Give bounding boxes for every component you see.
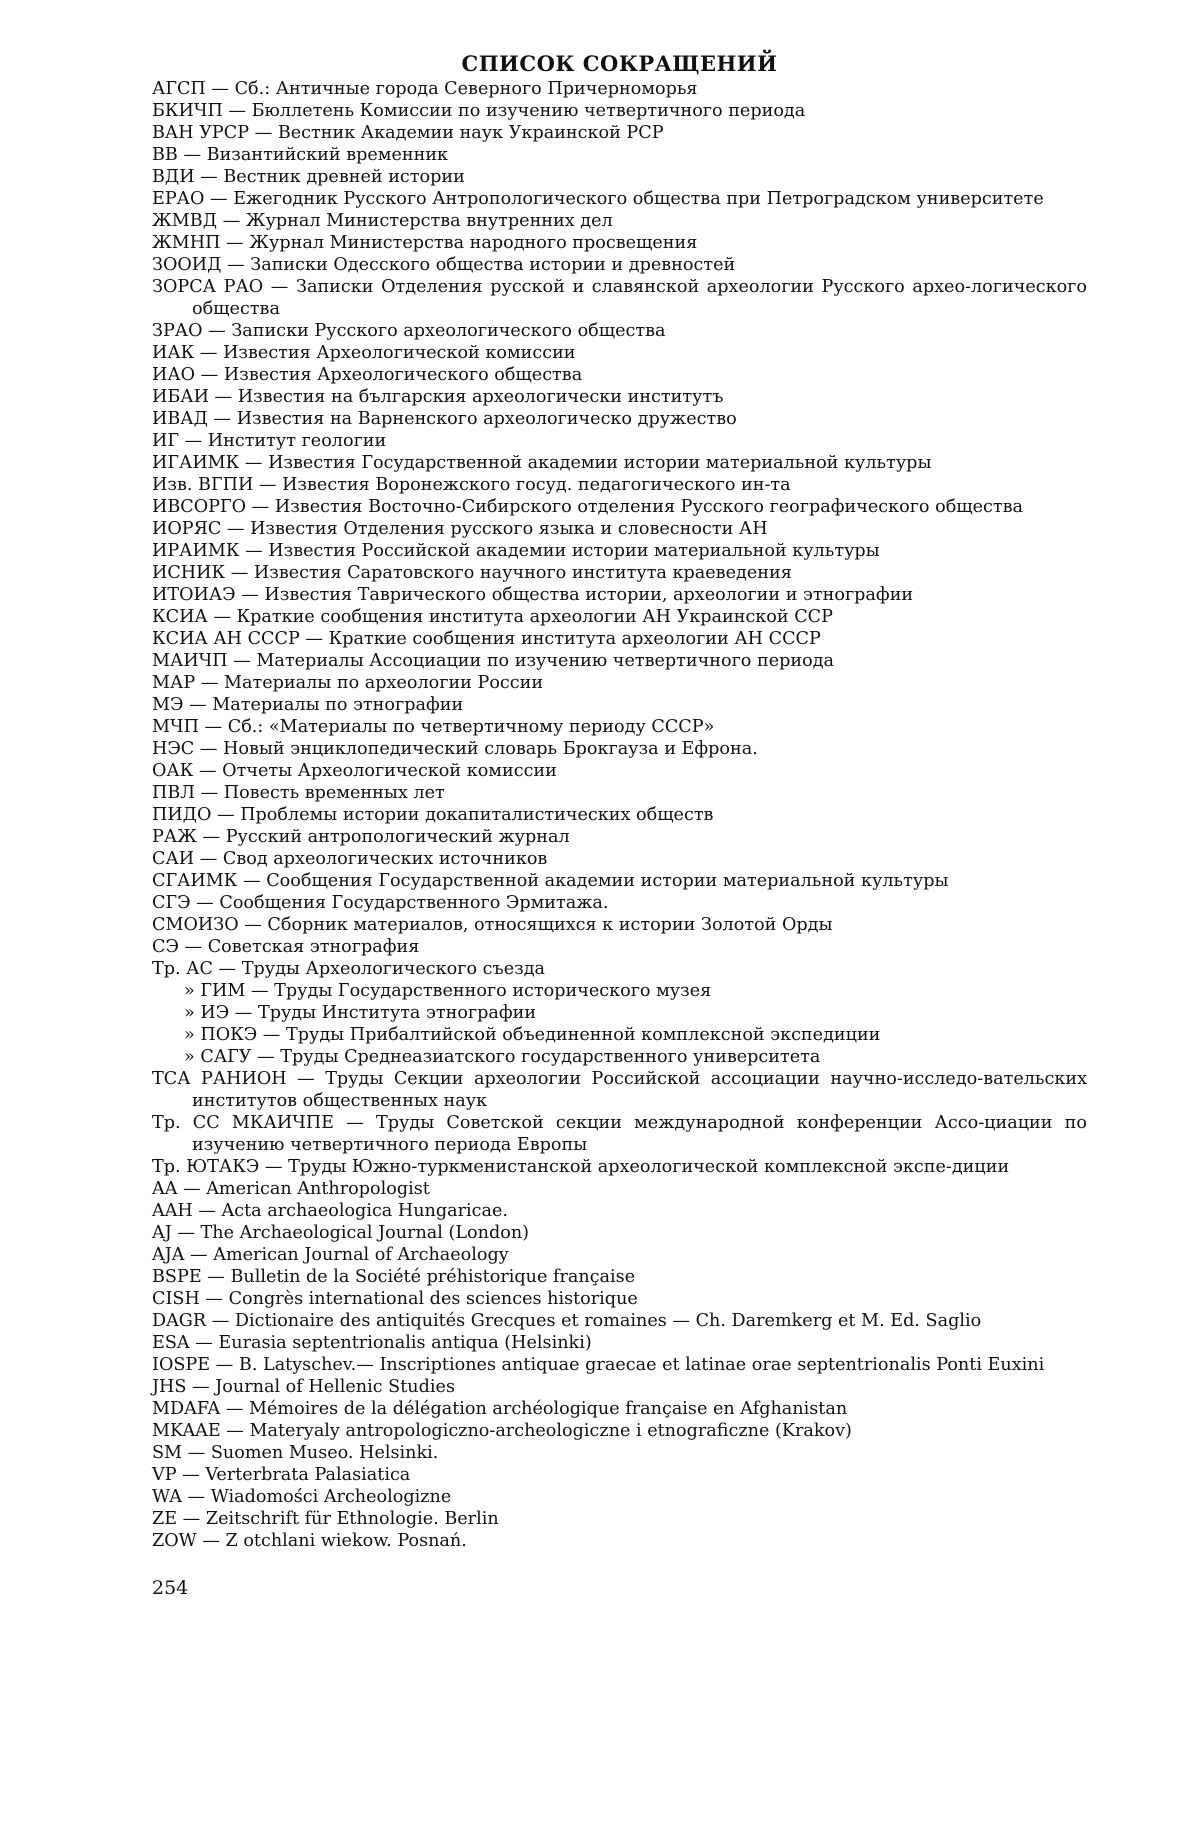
abbreviation-entry: [152, 166, 1087, 188]
abbreviation: AAH: [152, 1201, 193, 1221]
abbreviation-entry: [152, 342, 1087, 364]
dash-separator: —: [195, 673, 224, 693]
abbreviation-expansion: Сборник материалов, относящихся к истории Золотой Орды: [267, 915, 833, 935]
abbreviation-entry: [152, 716, 1087, 738]
abbreviation: IOSPE: [152, 1355, 211, 1375]
abbreviation: Тр. ЮТАКЭ: [152, 1157, 260, 1177]
abbreviation-expansion: Сообщения Государственного Эрмитажа.: [219, 893, 609, 913]
abbreviation-expansion: Советская этнография: [207, 937, 420, 957]
abbreviation-entry: [152, 1530, 1087, 1552]
dash-separator: —: [194, 343, 224, 363]
abbreviation-expansion: Mémoires de la délégation archéologique française en Afghanistan: [249, 1399, 848, 1419]
abbreviation: » ИЭ: [184, 1003, 230, 1023]
abbreviation: VP: [152, 1465, 177, 1485]
abbreviation-entry: [152, 188, 1087, 210]
abbreviation-expansion: Труды Советской секции международной конференции Ассо-циации по изучению четвертичного периода Европы: [192, 1113, 1087, 1155]
abbreviation-expansion: Вестник древней истории: [223, 167, 465, 187]
dash-separator: —: [251, 1047, 281, 1067]
abbreviation: ЖМВД: [152, 211, 218, 231]
abbreviation-entry: [152, 1354, 1087, 1376]
dash-separator: —: [193, 761, 223, 781]
dash-separator: —: [245, 981, 275, 1001]
dash-separator: —: [206, 1311, 235, 1331]
dash-separator: —: [176, 1465, 206, 1485]
abbreviation-entry: [152, 980, 1087, 1002]
dash-separator: —: [212, 959, 242, 979]
dash-separator: —: [179, 431, 208, 451]
abbreviation-entry: [152, 870, 1087, 892]
abbreviation-expansion: Повесть временных лет: [223, 783, 445, 803]
abbreviation-expansion: Краткие сообщения института археологии АН СССР: [328, 629, 821, 649]
abbreviation: ИТОИАЭ: [152, 585, 236, 605]
abbreviation-expansion: Материалы Ассоциации по изучению четвертичного периода: [256, 651, 835, 671]
abbreviation-expansion: Известия Российской академии истории материальной культуры: [268, 541, 880, 561]
abbreviation: ПВЛ: [152, 783, 195, 803]
dash-separator: —: [221, 255, 251, 275]
abbreviation-expansion: Verterbrata Palasiatica: [205, 1465, 411, 1485]
abbreviation-entry: [152, 1288, 1087, 1310]
dash-separator: —: [220, 1421, 250, 1441]
abbreviation: ИГ: [152, 431, 179, 451]
dash-separator: —: [183, 695, 213, 715]
dash-separator: —: [246, 497, 275, 517]
abbreviation-expansion: Известия Отделения русского языка и словесности АН: [250, 519, 768, 539]
abbreviation-expansion: Известия Воронежского госуд. педагогического ин-та: [282, 475, 791, 495]
abbreviation-entry: [152, 1200, 1087, 1222]
dash-separator: —: [220, 233, 250, 253]
abbreviation-expansion: Известия Саратовского научного института краеведения: [253, 563, 792, 583]
dash-separator: —: [198, 717, 228, 737]
abbreviation-entry: [152, 1508, 1087, 1530]
abbreviation-entry: [152, 826, 1087, 848]
dash-separator: —: [199, 1289, 229, 1309]
abbreviation: AJ: [152, 1223, 172, 1243]
abbreviation: ЕРАО: [152, 189, 205, 209]
dash-separator: —: [286, 1069, 326, 1089]
abbreviation: DAGR: [152, 1311, 207, 1331]
abbreviation-entry: [152, 232, 1087, 254]
abbreviation-entry: [152, 606, 1087, 628]
abbreviation-entry: [152, 1068, 1087, 1112]
abbreviation: ИАО: [152, 365, 196, 385]
abbreviation-entry: [152, 1310, 1087, 1332]
abbreviation: ИРАИМК: [152, 541, 240, 561]
abbreviation-expansion: Известия на Варненского археологическо дружество: [236, 409, 737, 429]
dash-separator: —: [238, 915, 268, 935]
abbreviation: » САГУ: [184, 1047, 252, 1067]
abbreviation-expansion: Dictionaire des antiquités Grecques et romaines — Ch. Daremkerg et M. Ed. Saglio: [234, 1311, 982, 1331]
abbreviation: ИОРЯС: [152, 519, 222, 539]
dash-separator: —: [205, 79, 235, 99]
abbreviation-expansion: Wiadomości Archeologizne: [210, 1487, 452, 1507]
dash-separator: —: [196, 827, 226, 847]
abbreviation: » ПОКЭ: [184, 1025, 258, 1045]
abbreviation-expansion: Новый энциклопедический словарь Брокгауза и Ефрона.: [223, 739, 758, 759]
abbreviation-entry: [152, 1156, 1087, 1178]
abbreviation-expansion: Известия на българския археологически институтъ: [237, 387, 724, 407]
abbreviation-expansion: Журнал Министерства народного просвещения: [249, 233, 698, 253]
abbreviation-entry: [152, 122, 1087, 144]
dash-separator: —: [207, 607, 237, 627]
abbreviation-expansion: Труды Государственного исторического музея: [274, 981, 712, 1001]
abbreviation-expansion: Сб.: «Материалы по четвертичному периоду СССР»: [227, 717, 715, 737]
abbreviation: WA: [152, 1487, 182, 1507]
abbreviation: НЭС: [152, 739, 195, 759]
dash-separator: —: [221, 519, 251, 539]
abbreviation-expansion: Сообщения Государственной академии истории материальной культуры: [266, 871, 949, 891]
abbreviation: ОАК: [152, 761, 194, 781]
dash-separator: —: [202, 321, 232, 341]
abbreviation-entry: [152, 1266, 1087, 1288]
dash-separator: —: [182, 1443, 211, 1463]
abbreviation: CISH: [152, 1289, 200, 1309]
abbreviation-entry: [152, 518, 1087, 540]
abbreviation: ВДИ: [152, 167, 195, 187]
abbreviation: РАЖ: [152, 827, 197, 847]
dash-separator: —: [204, 189, 234, 209]
abbreviation-entry: [152, 562, 1087, 584]
abbreviation: JHS: [152, 1377, 187, 1397]
abbreviation: МЭ: [152, 695, 184, 715]
abbreviation-list: [152, 78, 1087, 1552]
abbreviation-expansion: Bulletin de la Société préhistorique française: [230, 1267, 636, 1287]
abbreviation-entry: [152, 628, 1087, 650]
abbreviation: ИБАИ: [152, 387, 209, 407]
abbreviation-expansion: Византийский временник: [206, 145, 449, 165]
abbreviation: ИСНИК: [152, 563, 226, 583]
abbreviation-expansion: Suomen Museo. Helsinki.: [210, 1443, 439, 1463]
dash-separator: —: [249, 123, 278, 143]
abbreviation: САИ: [152, 849, 195, 869]
abbreviation-expansion: Институт геологии: [207, 431, 387, 451]
abbreviation: ЗРАО: [152, 321, 203, 341]
dash-separator: —: [177, 1509, 206, 1529]
abbreviation-expansion: Congrès international des sciences historique: [228, 1289, 638, 1309]
dash-separator: —: [259, 1157, 289, 1177]
abbreviation-entry: [152, 1244, 1087, 1266]
abbreviation-expansion: Труды Южно-туркменистанской археологической комплексной экспе-диции: [288, 1157, 1010, 1177]
dash-separator: —: [227, 651, 257, 671]
abbreviation-expansion: Бюллетень Комиссии по изучению четвертичного периода: [251, 101, 806, 121]
abbreviation: MDAFA: [152, 1399, 221, 1419]
abbreviation: Тр. АС: [152, 959, 213, 979]
abbreviation: SM: [152, 1443, 183, 1463]
abbreviation-expansion: American Anthropologist: [206, 1179, 430, 1199]
abbreviation: БКИЧП: [152, 101, 223, 121]
abbreviation-entry: [152, 1376, 1087, 1398]
abbreviation-entry: [152, 694, 1087, 716]
abbreviation-expansion: Вестник Академии наук Украинской РСР: [277, 123, 664, 143]
abbreviation: СГАИМК: [152, 871, 238, 891]
abbreviation-entry: [152, 386, 1087, 408]
dash-separator: —: [190, 893, 220, 913]
abbreviation: МАИЧП: [152, 651, 228, 671]
dash-separator: —: [237, 871, 267, 891]
abbreviation: Изв. ВГПИ: [152, 475, 254, 495]
abbreviation: ИАК: [152, 343, 195, 363]
abbreviation: ESA: [152, 1333, 190, 1353]
dash-separator: —: [189, 1333, 219, 1353]
abbreviation-expansion: Отчеты Археологической комиссии: [222, 761, 557, 781]
abbreviation: МЧП: [152, 717, 199, 737]
abbreviation-expansion: Acta archaeologica Hungaricae.: [221, 1201, 509, 1221]
abbreviation-entry: [152, 1420, 1087, 1442]
abbreviation-expansion: Известия Восточно-Сибирского отделения Русского географического общества: [274, 497, 1024, 517]
dash-separator: —: [194, 739, 224, 759]
abbreviation-entry: [152, 474, 1087, 496]
abbreviation: КСИА: [152, 607, 208, 627]
abbreviation: КСИА АН СССР: [152, 629, 300, 649]
abbreviation-expansion: Материалы по археологии России: [223, 673, 544, 693]
abbreviation-entry: [152, 1398, 1087, 1420]
abbreviation-expansion: American Journal of Archaeology: [213, 1245, 509, 1265]
abbreviation: ВАН УРСР: [152, 123, 250, 143]
abbreviation-expansion: Сб.: Античные города Северного Причерноморья: [234, 79, 698, 99]
abbreviation-entry: [152, 650, 1087, 672]
abbreviation: MKAAE: [152, 1421, 221, 1441]
abbreviation-expansion: Материалы по этнографии: [212, 695, 464, 715]
abbreviation-entry: [152, 1222, 1087, 1244]
dash-separator: —: [334, 1113, 377, 1133]
dash-separator: —: [186, 1377, 216, 1397]
dash-separator: —: [225, 563, 254, 583]
abbreviation-expansion: Zeitschrift für Ethnologie. Berlin: [205, 1509, 499, 1529]
abbreviation: ZE: [152, 1509, 178, 1529]
abbreviation: СМОИЗО: [152, 915, 239, 935]
abbreviation-entry: [152, 760, 1087, 782]
dash-separator: —: [239, 541, 269, 561]
abbreviation: ИВСОРГО: [152, 497, 247, 517]
abbreviation-expansion: Z otchlani wiekow. Posnań.: [225, 1531, 467, 1551]
abbreviation-entry: [152, 254, 1087, 276]
abbreviation: ВВ: [152, 145, 178, 165]
abbreviation-entry: [152, 452, 1087, 474]
abbreviation: СЭ: [152, 937, 179, 957]
abbreviation-entry: [152, 892, 1087, 914]
abbreviation: СГЭ: [152, 893, 191, 913]
abbreviation-entry: [152, 848, 1087, 870]
abbreviation-entry: [152, 584, 1087, 606]
dash-separator: —: [208, 387, 238, 407]
abbreviation-expansion: Известия Государственной академии истории материальной культуры: [268, 453, 932, 473]
dash-separator: —: [184, 1245, 214, 1265]
abbreviation-entry: [152, 1332, 1087, 1354]
abbreviation-entry: [152, 1486, 1087, 1508]
abbreviation-expansion: Журнал Министерства внутренних дел: [245, 211, 613, 231]
abbreviation-expansion: B. Latyschev.— Inscriptiones antiquae graecae et latinae orae septentrionalis Ponti Euxini: [238, 1355, 1045, 1375]
abbreviation: ЗОРСА РАО: [152, 277, 264, 297]
abbreviation-expansion: Materyaly antropologiczno-archeologiczne i etnograficzne (Krakov): [249, 1421, 852, 1441]
dash-separator: —: [217, 211, 246, 231]
abbreviation-expansion: Свод археологических источников: [222, 849, 548, 869]
abbreviation-entry: [152, 1046, 1087, 1068]
abbreviation-entry: [152, 276, 1087, 320]
dash-separator: —: [207, 409, 237, 429]
dash-separator: —: [181, 1487, 211, 1507]
abbreviation-expansion: Труды Среднеазиатского государственного университета: [280, 1047, 821, 1067]
abbreviation-expansion: Труды Секции археологии Российской ассоциации научно-исследо-вательских институтов общественных наук: [192, 1069, 1088, 1111]
dash-separator: —: [194, 849, 223, 869]
abbreviation-entry: [152, 1112, 1087, 1156]
abbreviation-entry: [152, 430, 1087, 452]
dash-separator: —: [220, 1399, 249, 1419]
abbreviation-expansion: Известия Археологической комиссии: [223, 343, 576, 363]
abbreviation-entry: [152, 1464, 1087, 1486]
abbreviation-expansion: Известия Таврического общества истории, археологии и этнографии: [264, 585, 914, 605]
abbreviation: AA: [152, 1179, 178, 1199]
abbreviation: ИВАД: [152, 409, 208, 429]
dash-separator: —: [299, 629, 329, 649]
abbreviation: Тр. СС МКАИЧПЕ: [152, 1113, 335, 1133]
abbreviation-entry: [152, 540, 1087, 562]
dash-separator: —: [235, 585, 265, 605]
abbreviation-expansion: Проблемы истории докапиталистических обществ: [240, 805, 714, 825]
dash-separator: —: [196, 1531, 226, 1551]
abbreviation-entry: [152, 78, 1087, 100]
dash-separator: —: [263, 277, 296, 297]
abbreviation-expansion: Записки Отделения русской и славянской археологии Русского архео-логического общества: [192, 277, 1088, 319]
abbreviation-entry: [152, 936, 1087, 958]
abbreviation-entry: [152, 144, 1087, 166]
abbreviation-entry: [152, 1024, 1087, 1046]
abbreviation-entry: [152, 320, 1087, 342]
abbreviation-entry: [152, 210, 1087, 232]
abbreviation: BSPE: [152, 1267, 202, 1287]
abbreviation-expansion: Труды Прибалтийской объединенной комплексной экспедиции: [285, 1025, 881, 1045]
abbreviation: АГСП: [152, 79, 206, 99]
abbreviation: ЖМНП: [152, 233, 221, 253]
dash-separator: —: [229, 1003, 258, 1023]
abbreviation-expansion: Journal of Hellenic Studies: [215, 1377, 455, 1397]
abbreviation-expansion: Eurasia septentrionalis antiqua (Helsinki): [218, 1333, 592, 1353]
dash-separator: —: [222, 101, 252, 121]
dash-separator: —: [257, 1025, 286, 1045]
abbreviation-entry: [152, 408, 1087, 430]
dash-separator: —: [177, 145, 207, 165]
page: [152, 50, 1087, 1600]
abbreviation-expansion: Известия Археологического общества: [223, 365, 583, 385]
dash-separator: —: [239, 453, 269, 473]
abbreviation-entry: [152, 1002, 1087, 1024]
abbreviation-entry: [152, 738, 1087, 760]
dash-separator: —: [253, 475, 283, 495]
abbreviation-entry: [152, 672, 1087, 694]
abbreviation-expansion: Краткие сообщения института археологии АН Украинской ССР: [236, 607, 833, 627]
abbreviation-entry: [152, 914, 1087, 936]
page-title: СПИСОК СОКРАЩЕНИЙ: [461, 51, 778, 76]
dash-separator: —: [211, 805, 241, 825]
dash-separator: —: [201, 1267, 231, 1287]
abbreviation: ЗООИД: [152, 255, 222, 275]
dash-separator: —: [194, 783, 224, 803]
dash-separator: —: [194, 167, 224, 187]
abbreviation-entry: [152, 496, 1087, 518]
abbreviation-expansion: The Archaeological Journal (London): [200, 1223, 530, 1243]
abbreviation-entry: [152, 1178, 1087, 1200]
dash-separator: —: [178, 937, 208, 957]
abbreviation-expansion: Записки Одесского общества истории и древностей: [250, 255, 736, 275]
abbreviation-entry: [152, 364, 1087, 386]
abbreviation: ZOW: [152, 1531, 197, 1551]
page-number: 254: [152, 1577, 189, 1599]
abbreviation-entry: [152, 782, 1087, 804]
abbreviation-expansion: Русский антропологический журнал: [225, 827, 570, 847]
dash-separator: —: [210, 1355, 239, 1375]
abbreviation: МАР: [152, 673, 196, 693]
abbreviation: » ГИМ: [184, 981, 246, 1001]
abbreviation: AJA: [152, 1245, 185, 1265]
abbreviation-expansion: Записки Русского археологического общества: [231, 321, 666, 341]
abbreviation-expansion: Труды Археологического съезда: [241, 959, 546, 979]
dash-separator: —: [192, 1201, 222, 1221]
dash-separator: —: [177, 1179, 207, 1199]
abbreviation-expansion: Ежегодник Русского Антропологического общества при Петроградском университете: [233, 189, 1044, 209]
abbreviation: ИГАИМК: [152, 453, 240, 473]
abbreviation-entry: [152, 1442, 1087, 1464]
dash-separator: —: [171, 1223, 201, 1243]
abbreviation-entry: [152, 958, 1087, 980]
abbreviation-entry: [152, 100, 1087, 122]
abbreviation: ТСА РАНИОН: [152, 1069, 287, 1089]
abbreviation-entry: [152, 804, 1087, 826]
abbreviation: ПИДО: [152, 805, 212, 825]
abbreviation-expansion: Труды Института этнографии: [257, 1003, 537, 1023]
dash-separator: —: [195, 365, 224, 385]
